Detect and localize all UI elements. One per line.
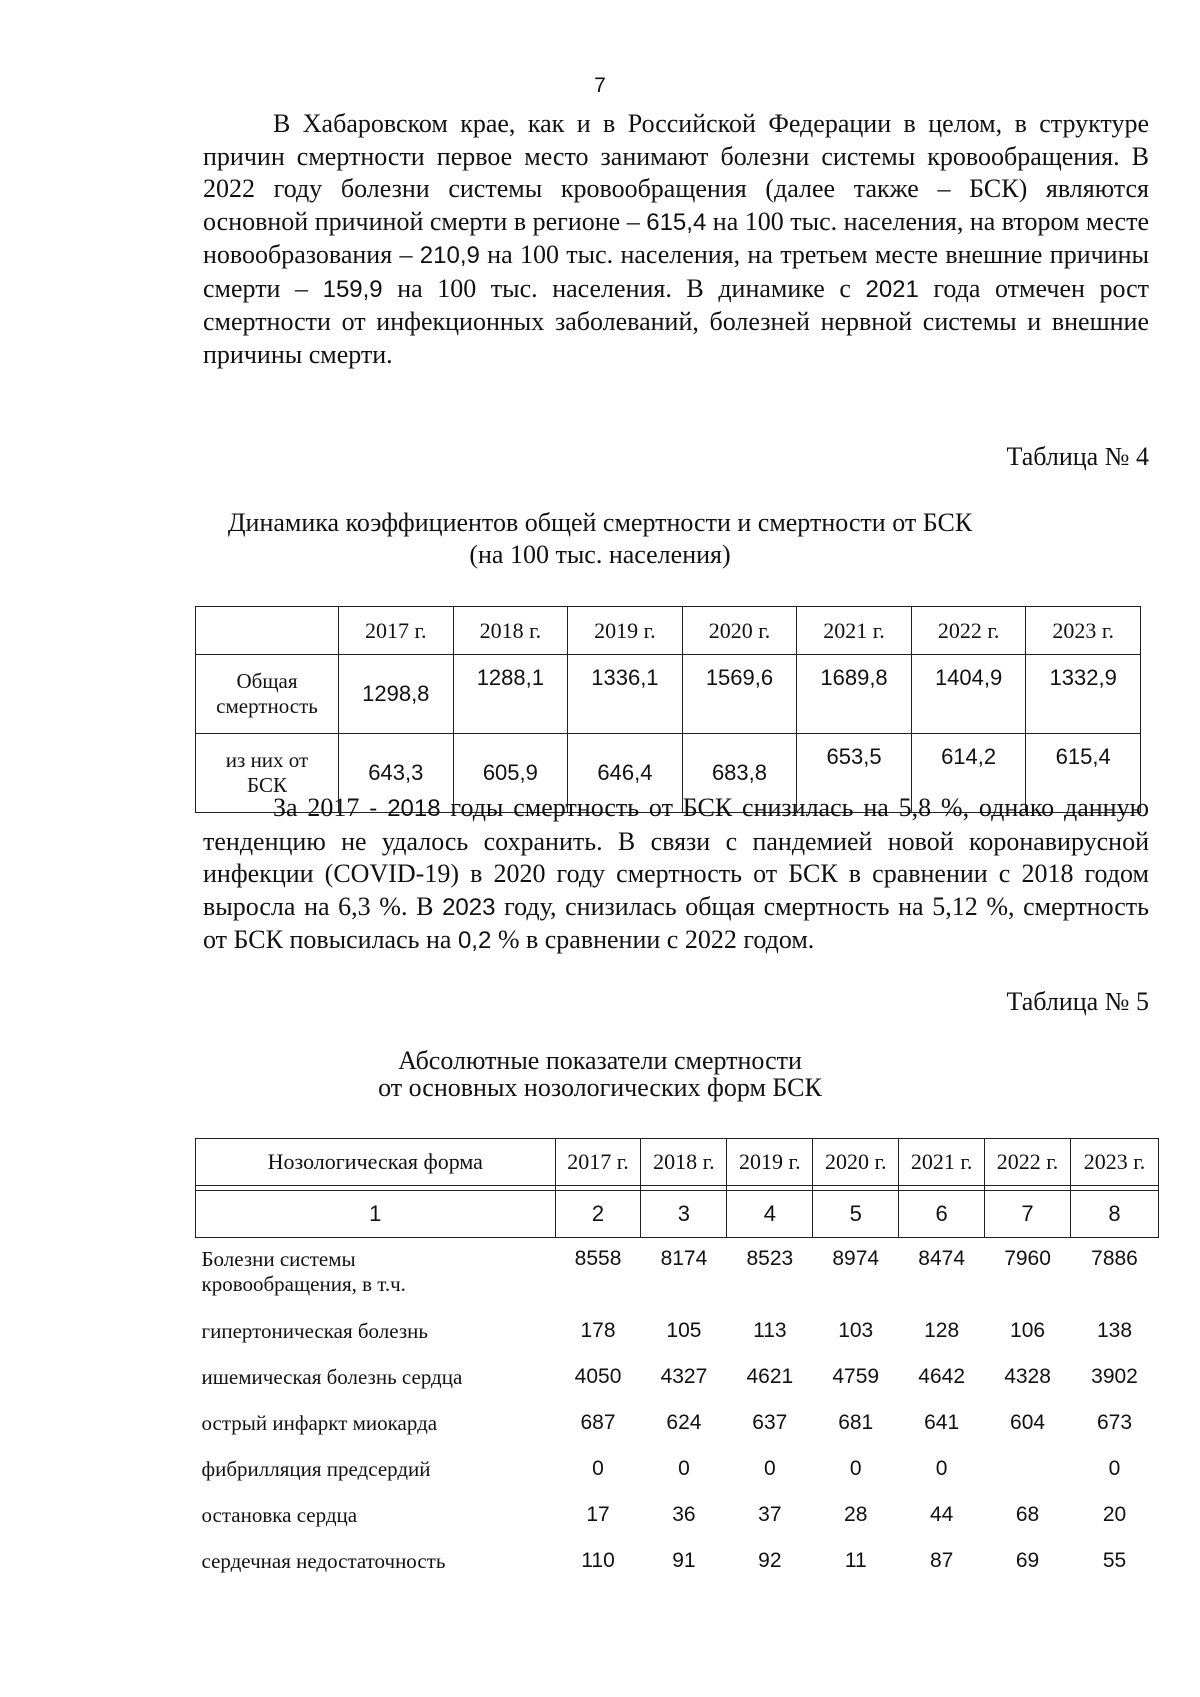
table4-label: Таблица № 4: [1006, 442, 1149, 471]
year-header: 2019 г.: [568, 607, 683, 655]
table-cell: 138: [1096, 1319, 1133, 1342]
table5-title: Абсолютные показатели смертности от основных нозологических форм БСК: [378, 1046, 822, 1102]
table-row: [196, 1540, 1159, 1586]
table-cell: 7886: [1091, 1247, 1138, 1270]
table-cell: 92: [758, 1549, 782, 1572]
table-cell: 624: [666, 1411, 702, 1434]
table-cell: 8974: [832, 1247, 880, 1270]
table-cell: 103: [838, 1319, 874, 1342]
nosology-name: Болезни системы кровообращения, в т.ч.: [201, 1247, 406, 1296]
table-cell: 20: [1102, 1503, 1127, 1526]
table-row: [196, 1448, 1159, 1494]
table-cell: 3902: [1091, 1365, 1138, 1388]
table-cell: 55: [1102, 1549, 1127, 1572]
table-cell: 110: [581, 1549, 615, 1572]
table-row: [196, 655, 1141, 734]
table-cell: 1404,9: [911, 655, 1026, 734]
column-number: 6: [899, 1191, 985, 1238]
table-cell: 87: [929, 1549, 954, 1572]
table-cell: 1298,8: [339, 655, 454, 734]
table-row: [196, 1356, 1159, 1402]
table-header-row: [196, 607, 1141, 655]
table-cell: 4050: [574, 1365, 622, 1388]
nosology-name: ишемическая болезнь сердца: [201, 1365, 463, 1389]
row-label: Общая смертность: [196, 655, 339, 734]
table-cell: 641: [924, 1411, 960, 1434]
nosology-name: острый инфаркт миокарда: [201, 1411, 438, 1435]
table-row: [196, 1402, 1159, 1448]
year-header: 2020 г.: [813, 1139, 899, 1186]
table-cell: 37: [758, 1503, 782, 1526]
table-row: [196, 1494, 1159, 1540]
table-cell: 4759: [832, 1365, 880, 1388]
column-number: 7: [985, 1191, 1071, 1238]
table-cell: [985, 1448, 1071, 1494]
column-number: 8: [1071, 1191, 1159, 1238]
table-row: [196, 1238, 1159, 1311]
table-cell: 128: [924, 1319, 960, 1342]
table-cell: 36: [672, 1503, 696, 1526]
table-cell: 615,4: [1026, 734, 1141, 813]
mortality-dynamics-table: [195, 606, 1141, 813]
table-cell: 673: [1096, 1411, 1133, 1434]
table-cell: 687: [580, 1411, 616, 1434]
table-cell: 646,4: [568, 734, 683, 813]
table-cell: 1689,8: [797, 655, 912, 734]
paragraph-intro: В Хабаровском крае, как и в Российской Федерации в целом, в структуре причин смертности первое место занимают болезни системы кровообращения. В 2022 году болезни системы кровообращения (далее также – БСК) являются основной причиной смерти в регионе – 615,4 на 100 тыс. населения, на втором месте новообразования – 210,9 на 100 тыс. населения, на третьем месте внешние причины смерти – 159,9 на 100 тыс. населения. В динамике с 2021 года отмечен рост смертности от инфекционных заболеваний, болезней нервной системы и внешние причины смерти.: [203, 109, 1150, 369]
table-row: [196, 1310, 1159, 1356]
table-cell: 637: [752, 1411, 788, 1434]
nosology-name: сердечная недостаточность: [201, 1549, 446, 1573]
table-cell: 8558: [574, 1247, 622, 1270]
year-header: 2023 г.: [1071, 1139, 1159, 1186]
table-cell: 4327: [660, 1365, 708, 1388]
table-cell: 44: [929, 1503, 954, 1526]
nosology-name: гипертоническая болезнь: [201, 1319, 428, 1343]
table-cell: 1569,6: [682, 655, 797, 734]
year-header: 2023 г.: [1026, 607, 1141, 655]
column-number: 4: [727, 1191, 813, 1238]
table-corner-cell: [196, 607, 339, 655]
row-label: из них от БСК: [196, 734, 339, 813]
table-cell: 91: [672, 1549, 696, 1572]
table-cell: 11: [844, 1549, 867, 1572]
table-cell: 28: [844, 1503, 868, 1526]
table-cell: 68: [1015, 1503, 1040, 1526]
paragraph-dynamics: За 2017 - 2018 годы смертность от БСК снизилась на 5,8 %, однако данную тенденцию не удалось сохранить. В связи с пандемией новой коронавирусной инфекции (COVID-19) в 2020 году смертность от БСК в сравнении с 2018 годом выросла на 6,3 %. В 2023 году, снизилась общая смертность на 5,12 %, смертность от БСК повысилась на 0,2 % в сравнении с 2022 годом.: [203, 793, 1150, 954]
year-header: 2018 г.: [453, 607, 568, 655]
year-header: 2021 г.: [797, 607, 912, 655]
absolute-mortality-table: [195, 1138, 1159, 1586]
column-number: 5: [813, 1191, 899, 1238]
table-cell: 1288,1: [453, 655, 568, 734]
table-cell: 604: [1010, 1411, 1046, 1434]
table-header-row: [196, 1139, 1159, 1186]
table-cell: 0: [1108, 1457, 1121, 1480]
table-cell: 8174: [660, 1247, 708, 1270]
nosology-header: Нозологическая форма: [196, 1139, 556, 1186]
table-cell: 7960: [1004, 1247, 1051, 1270]
table-cell: 4328: [1004, 1365, 1051, 1388]
table-cell: 1336,1: [568, 655, 683, 734]
table-cell: 69: [1015, 1549, 1040, 1572]
table-cell: 681: [838, 1411, 874, 1434]
table-cell: 105: [666, 1319, 702, 1342]
year-header: 2022 г.: [985, 1139, 1071, 1186]
page-number: 7: [594, 74, 606, 97]
year-header: 2019 г.: [727, 1139, 813, 1186]
table-cell: 653,5: [797, 734, 912, 813]
table-cell: 8474: [918, 1247, 965, 1270]
year-header: 2018 г.: [641, 1139, 727, 1186]
table-cell: 17: [586, 1503, 610, 1526]
table-cell: 0: [592, 1457, 604, 1480]
table-cell: 4621: [746, 1365, 794, 1388]
table-cell: 113: [753, 1319, 787, 1342]
year-header: 2017 г.: [555, 1139, 641, 1186]
column-number: 2: [555, 1191, 641, 1238]
year-header: 2017 г.: [339, 607, 454, 655]
table-cell: 0: [935, 1457, 948, 1480]
column-number: 3: [641, 1191, 727, 1238]
column-number: 1: [196, 1191, 556, 1238]
year-header: 2022 г.: [911, 607, 1026, 655]
table-cell: 643,3: [339, 734, 454, 813]
table-cell: 1332,9: [1026, 655, 1141, 734]
table-cell: 605,9: [453, 734, 568, 813]
nosology-name: остановка сердца: [201, 1503, 358, 1527]
table-cell: 0: [763, 1457, 776, 1480]
table-cell: 4642: [918, 1365, 965, 1388]
table-cell: 683,8: [682, 734, 797, 813]
table-cell: 8523: [746, 1247, 794, 1270]
table-cell: 0: [678, 1457, 690, 1480]
year-header: 2020 г.: [682, 607, 797, 655]
table-cell: 178: [580, 1319, 616, 1342]
table-cell: 106: [1010, 1319, 1046, 1342]
table-cell: 614,2: [911, 734, 1026, 813]
nosology-name: фибрилляция предсердий: [201, 1457, 431, 1481]
table-cell: 0: [849, 1457, 862, 1480]
table4-title: Динамика коэффициентов общей смертности и смертности от БСК (на 100 тыс. населения): [227, 508, 973, 569]
column-number-row: [196, 1191, 1159, 1238]
year-header: 2021 г.: [899, 1139, 985, 1186]
table5-label: Таблица № 5: [1006, 987, 1149, 1016]
